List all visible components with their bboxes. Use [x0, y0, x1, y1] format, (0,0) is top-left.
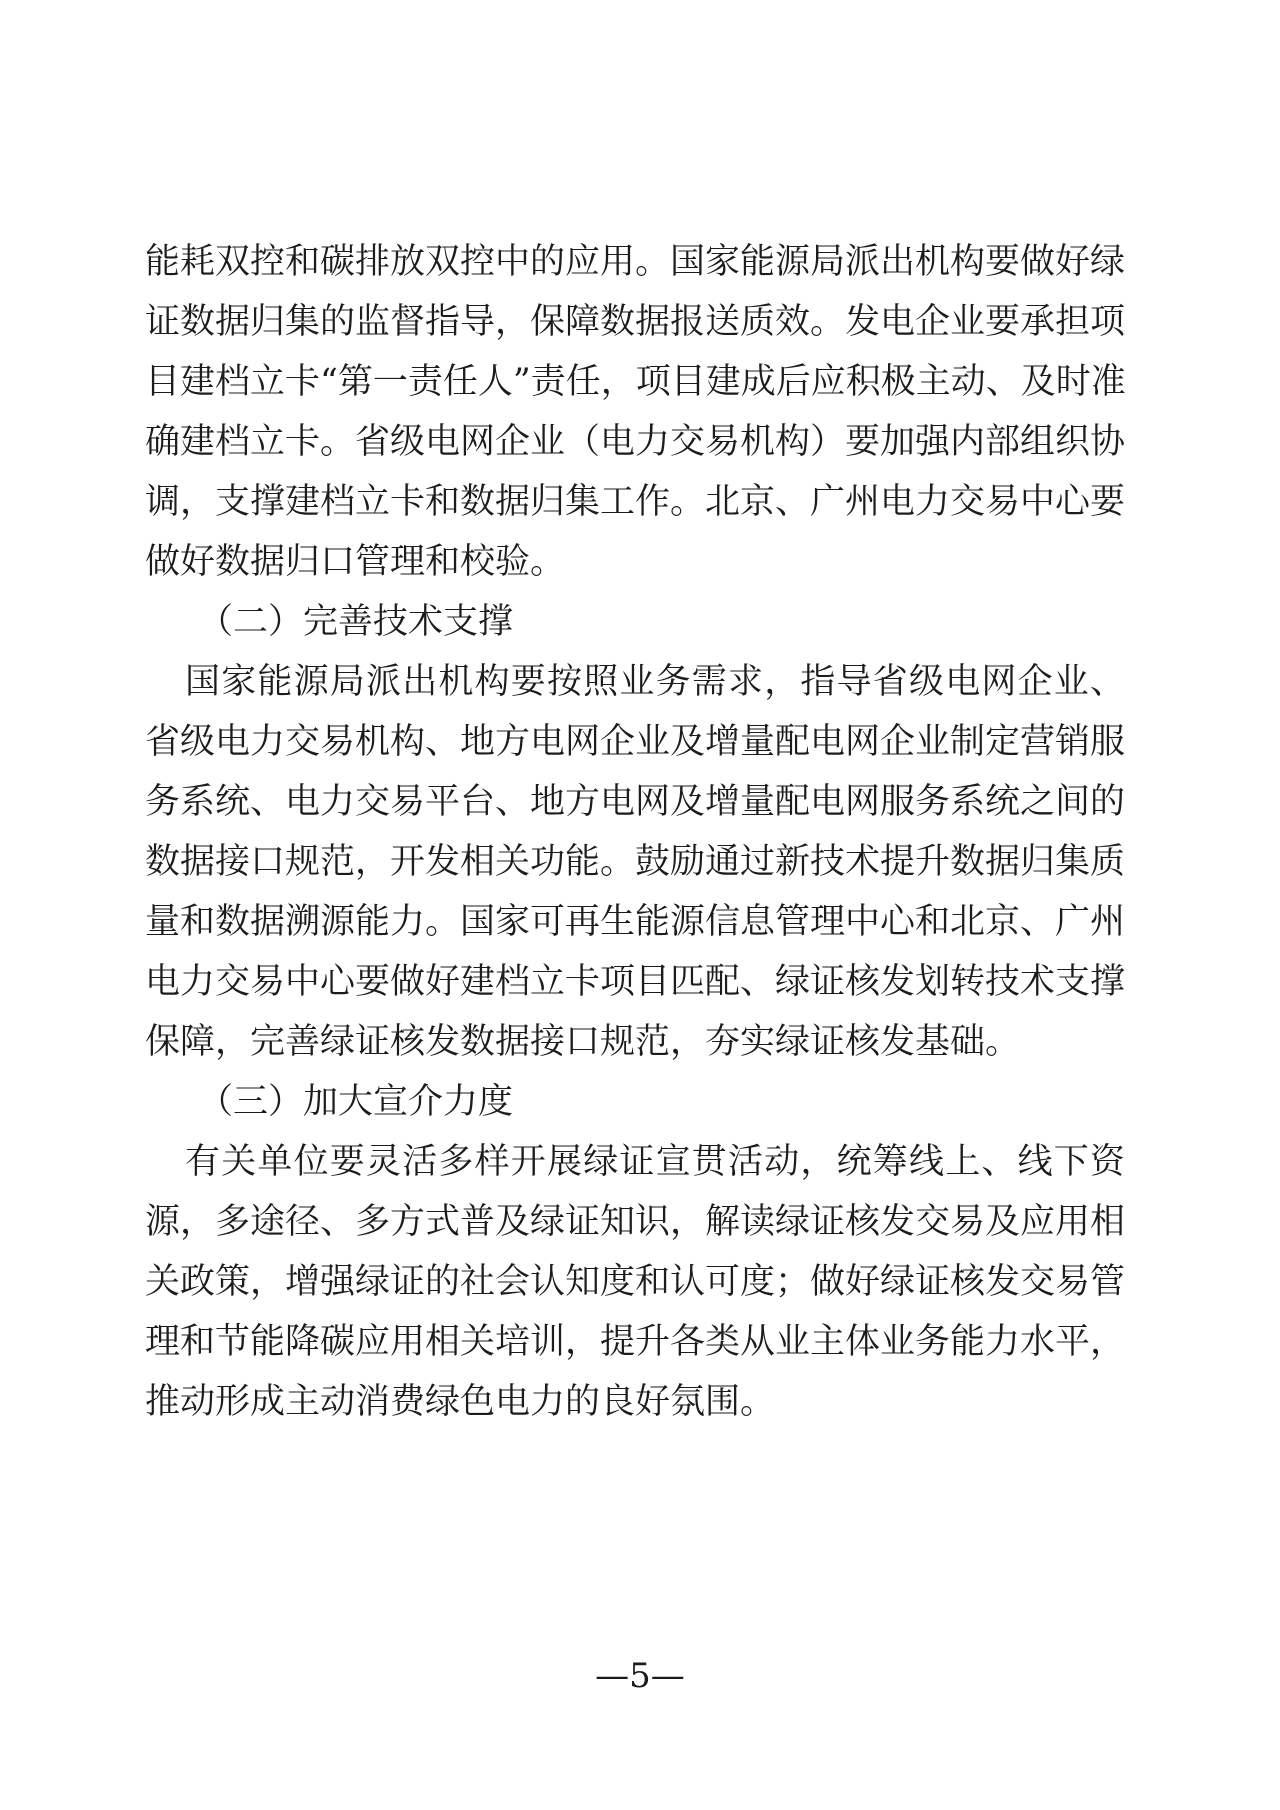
page-number: —5— — [595, 1656, 685, 1696]
text-line: 有关单位要灵活多样开展绿证宣贯活动，统筹线上、线下资 — [185, 1142, 1125, 1182]
text-line: 源，多途径、多方式普及绿证知识，解读绿证核发交易及应用相 — [145, 1202, 1126, 1242]
text-line: 务系统、电力交易平台、地方电网及增量配电网服务系统之间的 — [145, 782, 1126, 822]
text-line: 目建档立卡“第一责任人”责任，项目建成后应积极主动、及时准 — [145, 362, 1126, 402]
document-body — [145, 232, 1125, 1432]
text-line: 推动形成主动消费绿色电力的良好氛围。 — [145, 1382, 776, 1422]
text-line: 保障，完善绿证核发数据接口规范，夯实绿证核发基础。 — [145, 1022, 1021, 1062]
text-line: 确建档立卡。省级电网企业（电力交易机构）要加强内部组织协 — [145, 422, 1126, 462]
text-line: 省级电力交易机构、地方电网企业及增量配电网企业制定营销服 — [145, 722, 1126, 762]
text-line: 理和节能降碳应用相关培训，提升各类从业主体业务能力水平， — [145, 1322, 1126, 1362]
text-line: 证数据归集的监督指导，保障数据报送质效。发电企业要承担项 — [145, 302, 1126, 342]
text-line: 国家能源局派出机构要按照业务需求，指导省级电网企业、 — [185, 662, 1125, 702]
text-line: 调，支撑建档立卡和数据归集工作。北京、广州电力交易中心要 — [145, 482, 1126, 522]
text-line: 能耗双控和碳排放双控中的应用。国家能源局派出机构要做好绿 — [145, 242, 1126, 282]
section-heading-3: （三）加大宣介力度 — [198, 1082, 514, 1122]
text-line: 数据接口规范，开发相关功能。鼓励通过新技术提升数据归集质 — [145, 842, 1126, 882]
text-line: 做好数据归口管理和校验。 — [145, 542, 566, 582]
section-heading-2: （二）完善技术支撑 — [198, 602, 514, 642]
text-line: 量和数据溯源能力。国家可再生能源信息管理中心和北京、广州 — [145, 902, 1126, 942]
text-line: 关政策，增强绿证的社会认知度和认可度；做好绿证核发交易管 — [145, 1262, 1126, 1302]
text-line: 电力交易中心要做好建档立卡项目匹配、绿证核发划转技术支撑 — [145, 962, 1126, 1002]
